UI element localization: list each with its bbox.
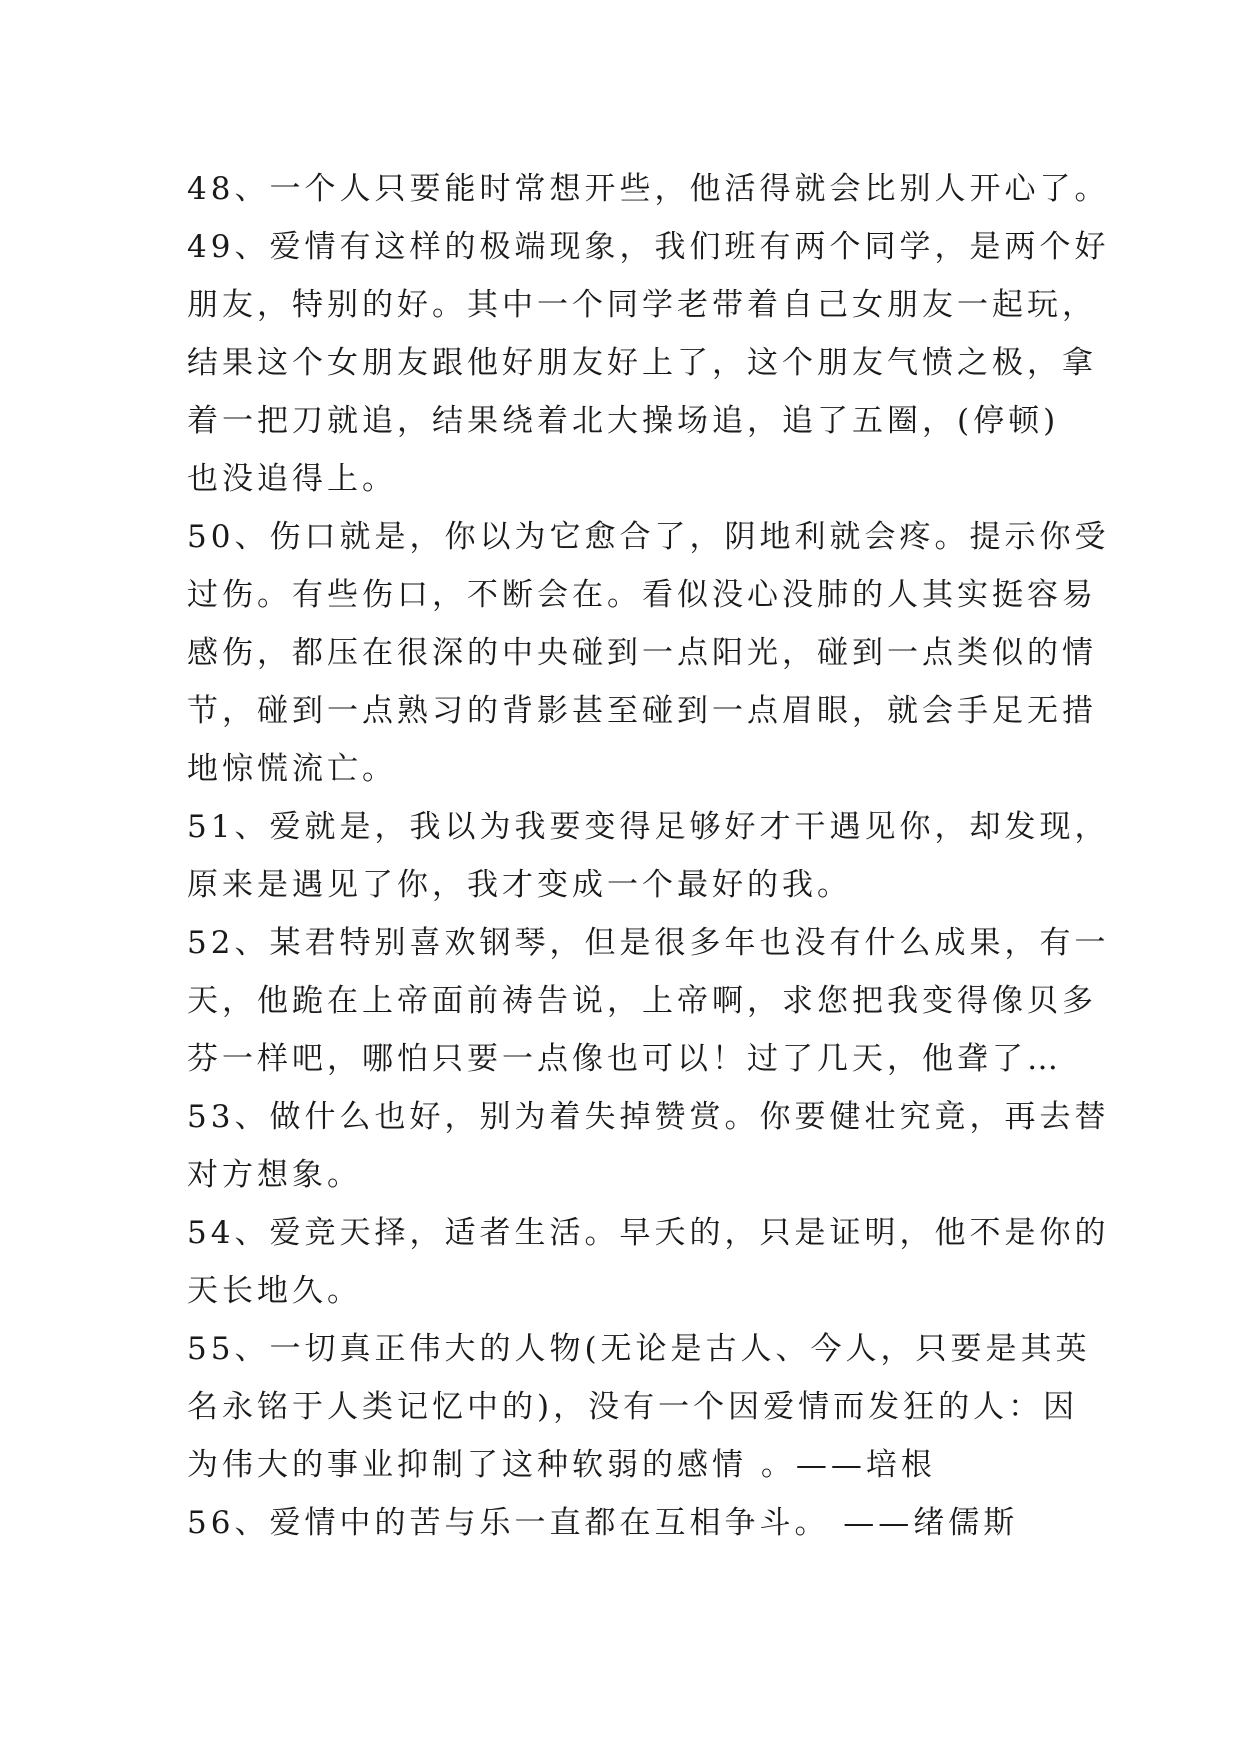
text-line: 朋友，特别的好。其中一个同学老带着自己女朋友一起玩， [187,287,1097,323]
text-line: 对方想象。 [187,1157,362,1193]
text-line: 51、爱就是，我以为我要变得足够好才干遇见你，却发现， [187,809,1110,845]
text-line: 结果这个女朋友跟他好朋友好上了，这个朋友气愤之极，拿 [187,345,1097,381]
text-line: 天长地久。 [187,1273,362,1309]
text-line: 原来是遇见了你，我才变成一个最好的我。 [187,867,852,903]
text-line: 为伟大的事业抑制了这种软弱的感情 。——培根 [187,1447,936,1483]
text-line: 56、爱情中的苦与乐一直都在互相争斗。 ——绪儒斯 [187,1505,1019,1541]
text-line: 54、爱竞天择，适者生活。早夭的，只是证明，他不是你的 [187,1215,1110,1251]
text-line: 也没追得上。 [187,461,397,497]
document-body [187,160,1110,1552]
text-line: 55、一切真正伟大的人物(无论是古人、今人，只要是其英 [187,1331,1091,1367]
text-line: 天，他跪在上帝面前祷告说，上帝啊，求您把我变得像贝多 [187,983,1097,1019]
text-line: 芬一样吧，哪怕只要一点像也可以！过了几天，他聋了… [187,1041,1062,1077]
text-line: 48、一个人只要能时常想开些，他活得就会比别人开心了。 [187,171,1110,207]
text-line: 49、爱情有这样的极端现象，我们班有两个同学，是两个好 [187,229,1110,265]
text-line: 感伤，都压在很深的中央碰到一点阳光，碰到一点类似的情 [187,635,1097,671]
text-line: 52、某君特别喜欢钢琴，但是很多年也没有什么成果，有一 [187,925,1110,961]
text-line: 53、做什么也好，别为着失掉赞赏。你要健壮究竟，再去替 [187,1099,1110,1135]
text-line: 名永铭于人类记忆中的)，没有一个因爱情而发狂的人：因 [187,1389,1079,1425]
text-line: 过伤。有些伤口，不断会在。看似没心没肺的人其实挺容易 [187,577,1097,613]
text-line: 着一把刀就追，结果绕着北大操场追，追了五圈，(停顿) [187,403,1060,439]
text-line: 50、伤口就是，你以为它愈合了，阴地利就会疼。提示你受 [187,519,1110,555]
text-line: 节，碰到一点熟习的背影甚至碰到一点眉眼，就会手足无措 [187,693,1097,729]
text-line: 地惊慌流亡。 [187,751,397,787]
